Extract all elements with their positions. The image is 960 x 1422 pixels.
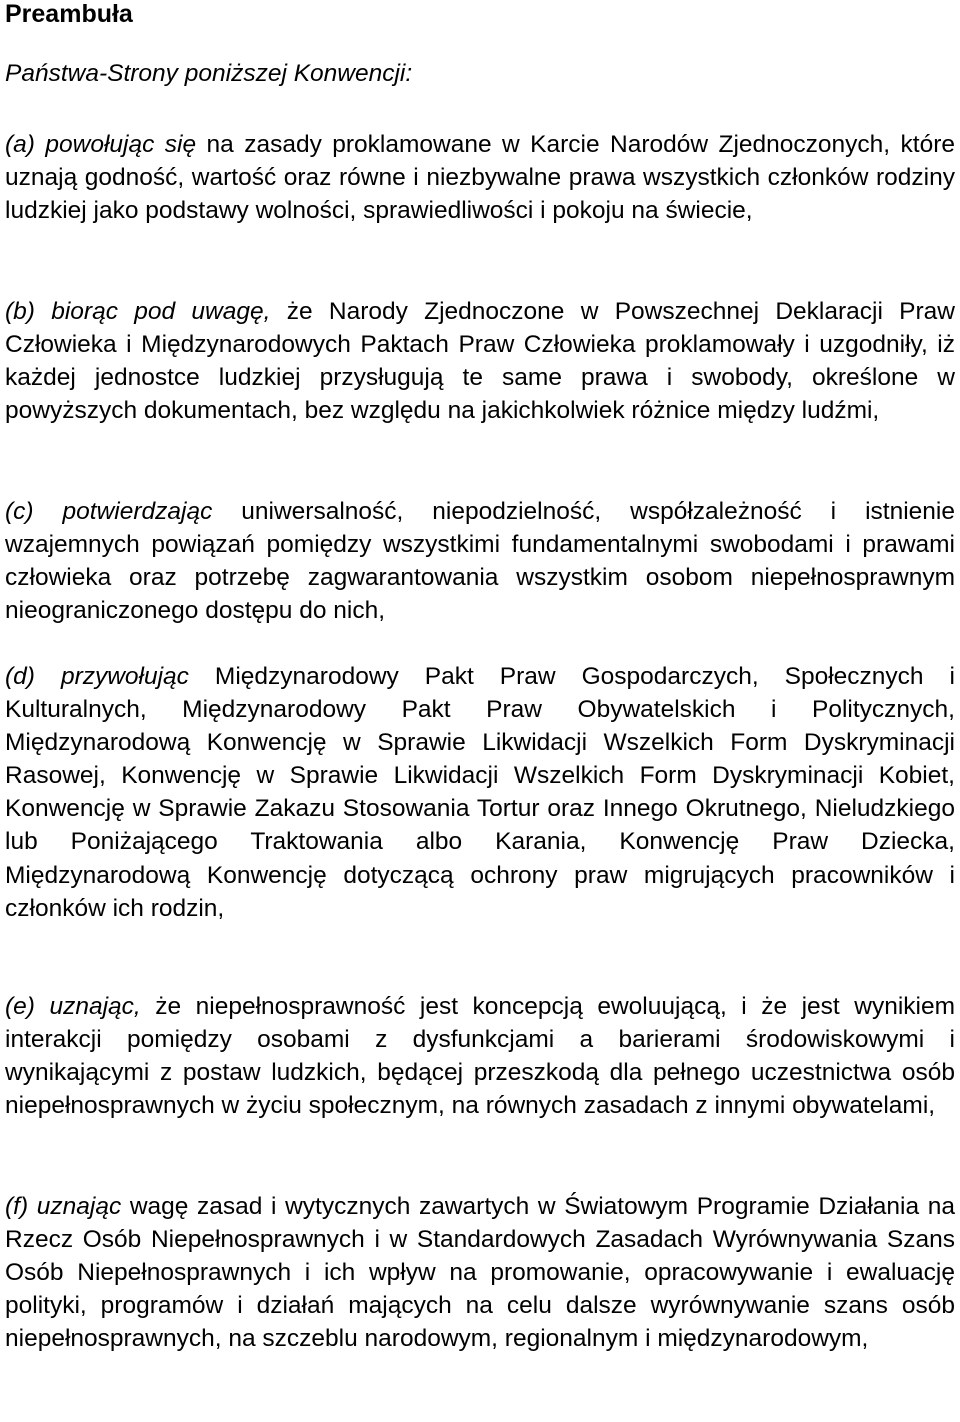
paragraph-c: [5, 495, 955, 627]
paragraph-e-lead: (e) uznając,: [5, 993, 141, 1020]
paragraph-a-lead: (a) powołując się: [5, 131, 197, 158]
paragraph-b: [5, 295, 955, 427]
paragraph-b-lead: (b) biorąc pod uwagę,: [5, 298, 271, 325]
preamble-intro: Państwa-Strony poniższej Konwencji:: [5, 60, 413, 87]
paragraph-a-text: na zasady proklamowane w Karcie Narodów Zjednoczonych, które uznają godność, wartość oraz równe i niezbywalne prawa wszystkich członków rodziny ludzkiej jako podstawy wolności, sprawiedliwości i pokoju na świecie,: [5, 131, 955, 225]
paragraph-d: [5, 660, 955, 925]
paragraph-f-text: wagę zasad i wytycznych zawartych w Światowym Programie Działania na Rzecz Osób Niepełnosprawnych i w Standardowych Zasadach Wyrównywania Szans Osób Niepełnosprawnych i ich wpływ na promowanie, opracowywanie i ewaluację polityki, programów i działań mających na celu dalsze wyrównywanie szans osób niepełnosprawnych, na szczeblu narodowym, regionalnym i międzynarodowym,: [5, 1193, 955, 1353]
paragraph-f: [5, 1190, 955, 1355]
paragraph-e-text: że niepełnosprawność jest koncepcją ewoluującą, i że jest wynikiem interakcji pomiędzy osobami z dysfunkcjami a barierami środowiskowymi i wynikającymi z postaw ludzkich, będącej przeszkodą dla pełnego uczestnictwa osób niepełnosprawnych w życiu społecznym, na równych zasadach z innymi obywatelami,: [5, 993, 955, 1120]
document-heading: Preambuła: [5, 0, 133, 28]
document-page: [5, 0, 955, 1353]
paragraph-a: [5, 128, 955, 227]
paragraph-c-text: uniwersalność, niepodzielność, współzależność i istnienie wzajemnych powiązań pomiędzy wszystkimi fundamentalnymi swobodami i prawami człowieka oraz potrzebę zagwarantowania wszystkim osobom niepełnosprawnym nieograniczonego dostępu do nich,: [5, 498, 955, 625]
paragraph-f-lead: (f) uznając: [5, 1193, 122, 1220]
paragraph-b-text: że Narody Zjednoczone w Powszechnej Deklaracji Praw Człowieka i Międzynarodowych Paktach Praw Człowieka proklamowały i uzgodniły, iż każdej jednostce ludzkiej przysługują te same prawa i swobody, określone w powyższych dokumentach, bez względu na jakichkolwiek różnice między ludźmi,: [5, 298, 955, 425]
paragraph-c-lead: (c) potwierdzając: [5, 498, 213, 525]
paragraph-e: [5, 990, 955, 1122]
paragraph-d-lead: (d) przywołując: [5, 663, 189, 690]
paragraph-d-text: Międzynarodowy Pakt Praw Gospodarczych, Społecznych i Kulturalnych, Międzynarodowy Pakt Praw Obywatelskich i Politycznych, Międzynarodową Konwencję w Sprawie Likwidacji Wszelkich Form Dyskryminacji Rasowej, Konwencję w Sprawie Likwidacji Wszelkich Form Dyskryminacji Kobiet, Konwencję w Sprawie Zakazu Stosowania Tortur oraz Innego Okrutnego, Nieludzkiego lub Poniżającego Traktowania albo Karania, Konwencję Praw Dziecka, Międzynarodową Konwencję dotyczącą ochrony praw migrujących pracowników i członków ich rodzin,: [5, 663, 955, 922]
